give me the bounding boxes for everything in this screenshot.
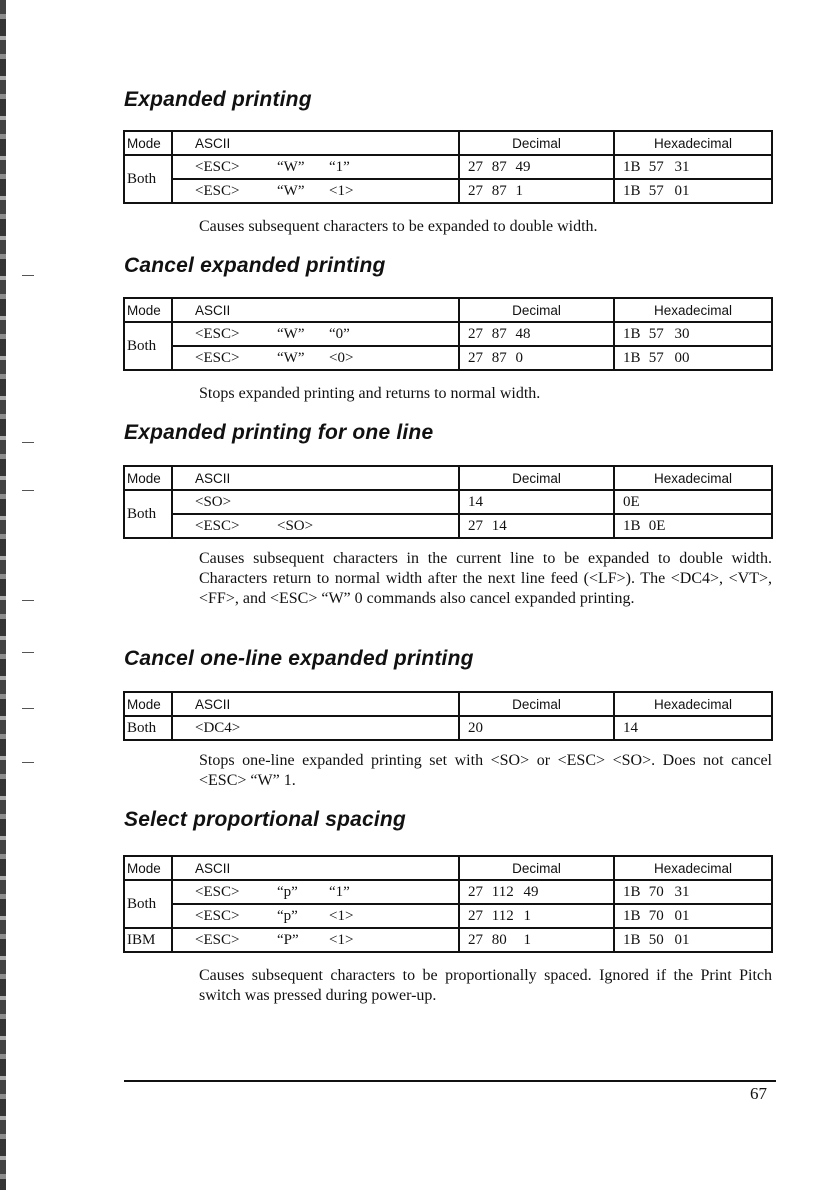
ascii-cell: <ESC> “P” <1>: [172, 928, 459, 952]
decimal-cell: 27 87 0: [459, 346, 614, 370]
ascii-cell: <ESC> “p” <1>: [172, 904, 459, 928]
header-mode: Mode: [124, 692, 172, 716]
hex-cell: 1B 57 30: [614, 322, 772, 346]
hex-cell: 1B 57 01: [614, 179, 772, 203]
header-hex: Hexadecimal: [614, 298, 772, 322]
mode-cell: IBM: [124, 928, 172, 952]
margin-mark: [22, 652, 34, 653]
margin-mark: [22, 275, 34, 276]
decimal-cell: 27 87 48: [459, 322, 614, 346]
hex-cell: 1B 70 31: [614, 880, 772, 904]
command-table: [123, 130, 773, 204]
margin-mark: [22, 490, 34, 491]
ascii-cell: <ESC> <SO>: [172, 514, 459, 538]
table-row: [124, 880, 772, 904]
footer-rule: [124, 1080, 776, 1082]
header-hex: Hexadecimal: [614, 466, 772, 490]
header-mode: Mode: [124, 856, 172, 880]
header-ascii: ASCII: [172, 466, 459, 490]
table-row: [124, 179, 772, 203]
header-ascii: ASCII: [172, 131, 459, 155]
header-decimal: Decimal: [459, 131, 614, 155]
table-header-row: [124, 692, 772, 716]
command-table: [123, 465, 773, 539]
decimal-cell: 27 112 1: [459, 904, 614, 928]
decimal-cell: 27 112 49: [459, 880, 614, 904]
table-header-row: [124, 131, 772, 155]
table-row: [124, 514, 772, 538]
margin-mark: [22, 442, 34, 443]
table-row: [124, 346, 772, 370]
ascii-cell: <ESC> “W” “1”: [172, 155, 459, 179]
margin-mark: [22, 762, 34, 763]
decimal-cell: 27 14: [459, 514, 614, 538]
header-ascii: ASCII: [172, 856, 459, 880]
table-row: [124, 322, 772, 346]
ascii-cell: <DC4>: [172, 716, 459, 740]
hex-cell: 1B 0E: [614, 514, 772, 538]
header-mode: Mode: [124, 466, 172, 490]
ascii-cell: <SO>: [172, 490, 459, 514]
header-hex: Hexadecimal: [614, 692, 772, 716]
table-row: [124, 155, 772, 179]
command-table: [123, 691, 773, 741]
mode-cell: Both: [124, 880, 172, 928]
page-number: 67: [750, 1084, 767, 1103]
section-heading: Cancel one-line expanded printing: [124, 647, 474, 670]
scan-edge: [0, 0, 6, 1190]
decimal-cell: 27 87 49: [459, 155, 614, 179]
section-description: Stops one-line expanded printing set with <SO> or <ESC> <SO>. Does not cancel <ESC> “W” 1.: [199, 752, 772, 789]
table-header-row: [124, 298, 772, 322]
header-hex: Hexadecimal: [614, 856, 772, 880]
mode-cell: Both: [124, 322, 172, 370]
hex-cell: 14: [614, 716, 772, 740]
header-decimal: Decimal: [459, 466, 614, 490]
ascii-cell: <ESC> “p” “1”: [172, 880, 459, 904]
ascii-cell: <ESC> “W” <0>: [172, 346, 459, 370]
decimal-cell: 27 80 1: [459, 928, 614, 952]
mode-cell: Both: [124, 716, 172, 740]
margin-mark: [22, 600, 34, 601]
decimal-cell: 27 87 1: [459, 179, 614, 203]
header-decimal: Decimal: [459, 692, 614, 716]
section-description: Causes subsequent characters in the current line to be expanded to double width. Characters return to normal width after the next line feed (<LF>). The <DC4>, <VT>, <FF>, and <ESC> “W” 0 commands also cancel expanded printing.: [199, 550, 772, 607]
table-row: [124, 904, 772, 928]
decimal-cell: 14: [459, 490, 614, 514]
table-row: [124, 490, 772, 514]
command-table: [123, 297, 773, 371]
section-heading: Cancel expanded printing: [124, 254, 386, 277]
header-mode: Mode: [124, 131, 172, 155]
header-decimal: Decimal: [459, 856, 614, 880]
section-heading: Expanded printing: [124, 88, 312, 111]
table-header-row: [124, 466, 772, 490]
table-row: [124, 716, 772, 740]
table-row: [124, 928, 772, 952]
header-decimal: Decimal: [459, 298, 614, 322]
hex-cell: 0E: [614, 490, 772, 514]
hex-cell: 1B 50 01: [614, 928, 772, 952]
section-description: Causes subsequent characters to be expanded to double width.: [199, 218, 598, 235]
mode-cell: Both: [124, 490, 172, 538]
hex-cell: 1B 57 31: [614, 155, 772, 179]
decimal-cell: 20: [459, 716, 614, 740]
header-hex: Hexadecimal: [614, 131, 772, 155]
mode-cell: Both: [124, 155, 172, 203]
margin-mark: [22, 708, 34, 709]
ascii-cell: <ESC> “W” “0”: [172, 322, 459, 346]
section-description: Causes subsequent characters to be proportionally spaced. Ignored if the Print Pitch switch was pressed during power-up.: [199, 967, 772, 1004]
section-heading: Expanded printing for one line: [124, 421, 434, 444]
ascii-cell: <ESC> “W” <1>: [172, 179, 459, 203]
section-heading: Select proportional spacing: [124, 808, 406, 831]
hex-cell: 1B 57 00: [614, 346, 772, 370]
command-table: [123, 855, 773, 953]
table-header-row: [124, 856, 772, 880]
header-ascii: ASCII: [172, 692, 459, 716]
header-mode: Mode: [124, 298, 172, 322]
section-description: Stops expanded printing and returns to normal width.: [199, 385, 541, 402]
hex-cell: 1B 70 01: [614, 904, 772, 928]
header-ascii: ASCII: [172, 298, 459, 322]
